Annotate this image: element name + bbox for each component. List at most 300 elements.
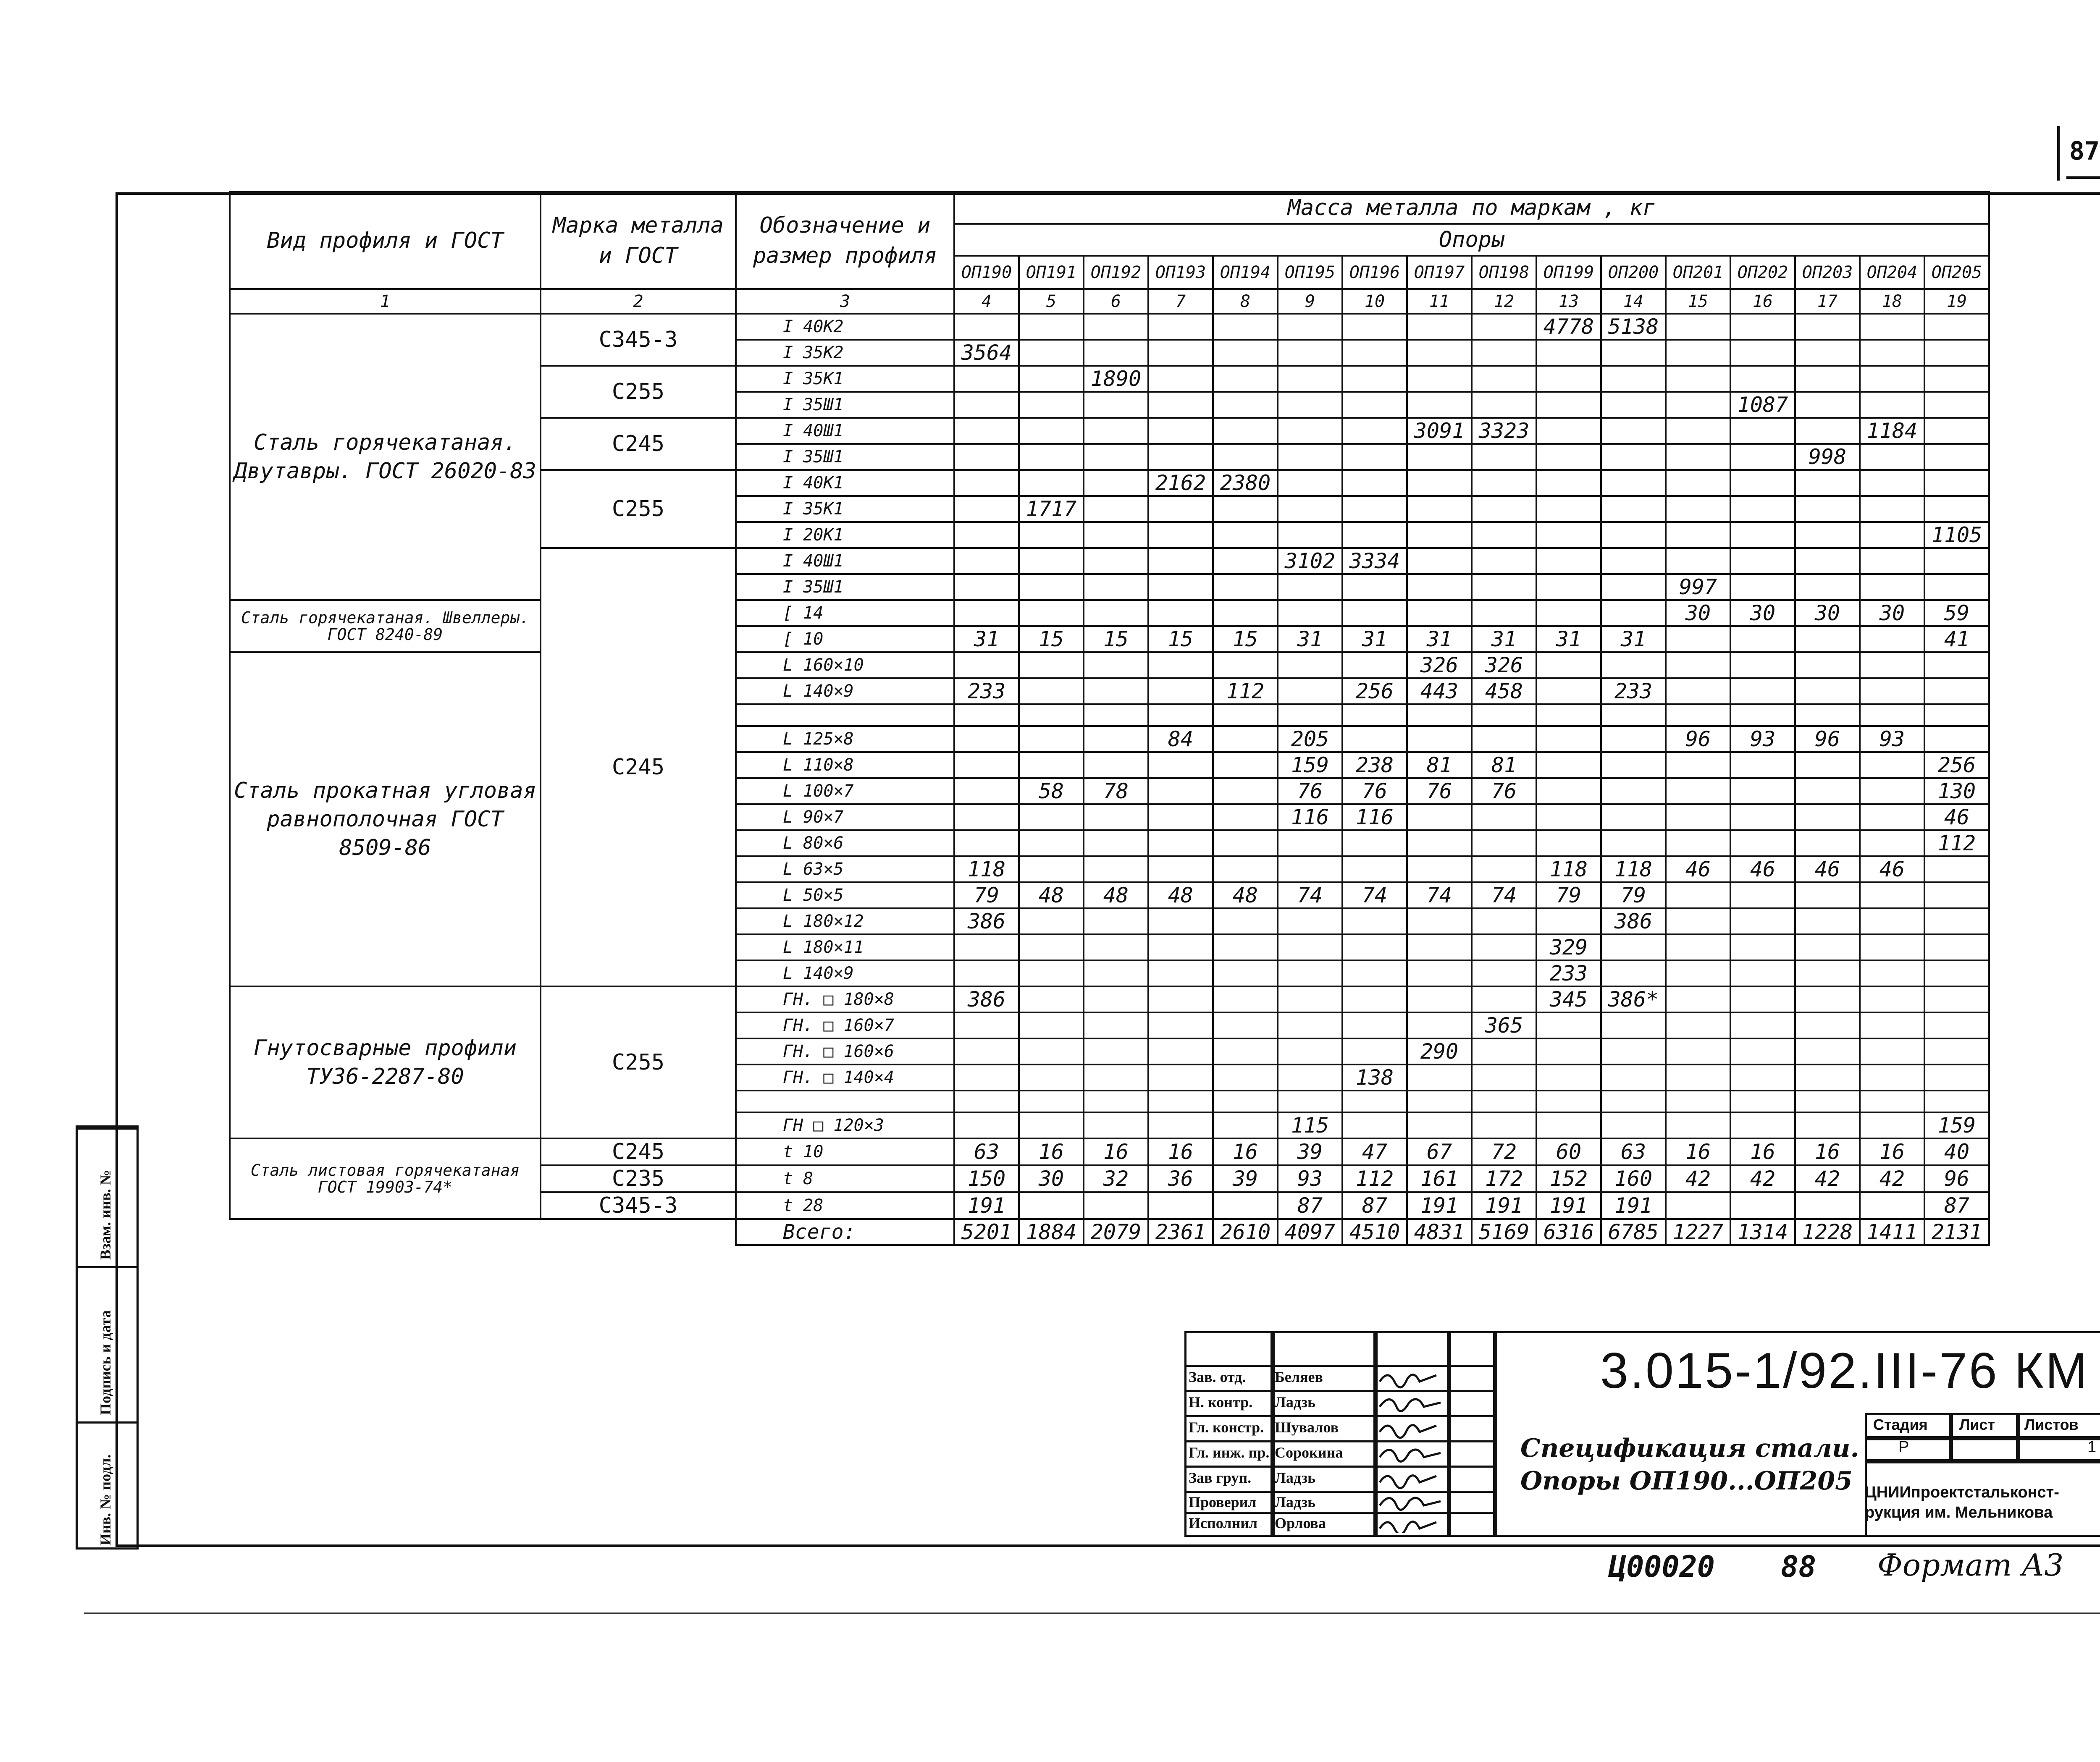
mass-value (1730, 366, 1795, 392)
mass-value (1342, 444, 1407, 470)
name-group-head: Ладзь (1275, 1469, 1315, 1486)
mass-value (1666, 444, 1730, 470)
mass-value: 1105 (1924, 522, 1989, 548)
document-code: 3.015-1/92.III-76 КМ (1600, 1342, 2089, 1399)
mass-value (1730, 882, 1795, 908)
mass-value (954, 418, 1019, 444)
mass-value: 5138 (1601, 314, 1666, 340)
mass-value (1213, 804, 1278, 830)
mass-value (1924, 726, 1989, 752)
steel-specification-table (229, 191, 1990, 1246)
mass-value (1795, 496, 1860, 522)
mass-value (1860, 1192, 1924, 1219)
mass-value (1342, 1038, 1407, 1065)
mass-value (1342, 1012, 1407, 1038)
mass-value: 256 (1924, 752, 1989, 778)
mass-value (1213, 574, 1278, 600)
mass-value (1213, 908, 1278, 934)
mass-value (1860, 960, 1924, 986)
profile-designation: I 40К2 (736, 314, 954, 340)
mass-value (1666, 314, 1730, 340)
mass-value: 16 (1148, 1138, 1213, 1165)
mass-value (1213, 778, 1278, 804)
mass-value (1148, 934, 1213, 960)
mass-value (1924, 418, 1989, 444)
side-stamp-cell-inv (78, 1421, 136, 1550)
mass-value (1213, 652, 1278, 678)
profile-designation: ГН □ 120×3 (736, 1112, 954, 1138)
mass-value: 191 (1472, 1192, 1536, 1219)
mass-value: 159 (1924, 1112, 1989, 1138)
mass-value (1148, 548, 1213, 574)
mass-value (1407, 496, 1472, 522)
total-value: 4097 (1278, 1219, 1342, 1245)
header-support-mark: ОП194 (1213, 256, 1278, 289)
mass-value (1730, 704, 1795, 726)
mass-value (1472, 1091, 1536, 1112)
mass-value: 365 (1472, 1012, 1536, 1038)
header-designation: Обозначение и размер профиля (736, 192, 954, 289)
mass-value (954, 960, 1019, 986)
mass-value (954, 548, 1019, 574)
mass-value (1601, 652, 1666, 678)
mass-value (1795, 830, 1860, 856)
mass-value (1730, 804, 1795, 830)
mass-value (1278, 704, 1342, 726)
mass-value (1536, 496, 1601, 522)
mass-value (1278, 496, 1342, 522)
profile-designation: I 40Ш1 (736, 418, 954, 444)
role-executed: Исполнил (1189, 1515, 1258, 1531)
mass-value (1278, 934, 1342, 960)
mass-value (954, 574, 1019, 600)
mass-value: 16 (1213, 1138, 1278, 1165)
mass-value (1407, 804, 1472, 830)
total-blank (230, 1219, 541, 1245)
mass-value: 345 (1536, 986, 1601, 1012)
header-support-mark: ОП197 (1407, 256, 1472, 289)
mass-value: 386 (954, 986, 1019, 1012)
header-mass: Масса металла по маркам , кг (954, 192, 1989, 224)
side-stamp-sign-label: Подпись и дата (97, 1310, 114, 1415)
mass-value: 46 (1666, 856, 1730, 882)
mass-value (1860, 392, 1924, 418)
mass-value (1860, 1012, 1924, 1038)
mass-value: 39 (1213, 1165, 1278, 1192)
mass-value: 16 (1860, 1138, 1924, 1165)
mass-value: 256 (1342, 678, 1407, 704)
mass-value (1278, 340, 1342, 366)
mass-value (1407, 1012, 1472, 1038)
mass-value (1601, 778, 1666, 804)
mass-value (1278, 600, 1342, 626)
profile-designation: I 20К1 (736, 522, 954, 548)
mass-value (1666, 1112, 1730, 1138)
column-number: 17 (1795, 289, 1860, 314)
header-support-mark: ОП198 (1472, 256, 1536, 289)
mass-value: 1087 (1730, 392, 1795, 418)
mass-value (954, 804, 1019, 830)
mass-value (1924, 856, 1989, 882)
mass-value (1407, 1091, 1472, 1112)
side-stamp-replace-label: Взам. инв. № (97, 1169, 114, 1260)
mass-value (1213, 522, 1278, 548)
mass-value (1342, 986, 1407, 1012)
mass-value: 46 (1730, 856, 1795, 882)
column-number: 19 (1924, 289, 1989, 314)
mass-value (1924, 934, 1989, 960)
mass-value (1730, 340, 1795, 366)
mass-value: 138 (1342, 1065, 1407, 1091)
steel-grade-cell: С345-3 (541, 1192, 736, 1219)
steel-grade-cell: С245 (541, 1138, 736, 1165)
mass-value (1601, 340, 1666, 366)
mass-value (1407, 314, 1472, 340)
mass-value (1924, 1065, 1989, 1091)
column-number: 10 (1342, 289, 1407, 314)
mass-value (1407, 548, 1472, 574)
column-number: 12 (1472, 289, 1536, 314)
mass-value (1666, 882, 1730, 908)
mass-value: 48 (1213, 882, 1278, 908)
mass-value (1666, 496, 1730, 522)
organization-line1: ЦНИИпроектстальконст- (1865, 1484, 2059, 1501)
mass-value (1860, 366, 1924, 392)
mass-value (1342, 830, 1407, 856)
mass-value (1536, 804, 1601, 830)
mass-value (1924, 882, 1989, 908)
mass-value (1730, 1192, 1795, 1219)
profile-designation: ГН. □ 140×4 (736, 1065, 954, 1091)
mass-value (1601, 1065, 1666, 1091)
mass-value (1278, 470, 1342, 496)
steel-grade-cell: С255 (541, 986, 736, 1138)
mass-value (1342, 392, 1407, 418)
mass-value: 31 (1472, 626, 1536, 652)
mass-value: 4778 (1536, 314, 1601, 340)
mass-value (1084, 804, 1148, 830)
mass-value (1536, 1012, 1601, 1038)
mass-value (1278, 1091, 1342, 1112)
mass-value: 16 (1084, 1138, 1148, 1165)
mass-value (1472, 1112, 1536, 1138)
mass-value: 31 (1601, 626, 1666, 652)
mass-value (1536, 678, 1601, 704)
mass-value (1730, 678, 1795, 704)
mass-value (1924, 496, 1989, 522)
mass-value (1536, 444, 1601, 470)
mass-value (1148, 678, 1213, 704)
mass-value (1472, 934, 1536, 960)
mass-value: 79 (1601, 882, 1666, 908)
total-blank (541, 1219, 736, 1245)
mass-value (954, 444, 1019, 470)
mass-value (1795, 1012, 1860, 1038)
mass-value (1924, 444, 1989, 470)
mass-value (1795, 960, 1860, 986)
role-chief-engineer: Гл. инж. пр. (1189, 1444, 1270, 1461)
mass-value (1213, 1192, 1278, 1219)
mass-value (1601, 548, 1666, 574)
mass-value (1278, 960, 1342, 986)
role-norm-control: Н. контр. (1189, 1394, 1253, 1411)
mass-value (1730, 934, 1795, 960)
mass-value (1795, 778, 1860, 804)
mass-value (954, 496, 1019, 522)
mass-value (954, 752, 1019, 778)
mass-value (1795, 522, 1860, 548)
mass-value: 63 (954, 1138, 1019, 1165)
mass-value: 42 (1795, 1165, 1860, 1192)
mass-value: 46 (1795, 856, 1860, 882)
mass-value (1084, 856, 1148, 882)
header-support-mark: ОП193 (1148, 256, 1213, 289)
role-head-of-dept: Зав. отд. (1189, 1369, 1246, 1385)
profile-designation: L 80×6 (736, 830, 954, 856)
mass-value (1860, 574, 1924, 600)
mass-value (1084, 392, 1148, 418)
mass-value: 40 (1924, 1138, 1989, 1165)
mass-value (1407, 470, 1472, 496)
mass-value (1730, 418, 1795, 444)
name-head-of-dept: Беляев (1275, 1369, 1323, 1385)
mass-value (1407, 600, 1472, 626)
mass-value: 74 (1278, 882, 1342, 908)
header-support-mark: ОП200 (1601, 256, 1666, 289)
mass-value (1795, 340, 1860, 366)
mass-value: 1890 (1084, 366, 1148, 392)
mass-value (1795, 626, 1860, 652)
profile-designation: I 35Ш1 (736, 574, 954, 600)
mass-value (1472, 548, 1536, 574)
mass-value (1019, 934, 1084, 960)
mass-value (1924, 678, 1989, 704)
mass-value (1795, 1112, 1860, 1138)
mass-value: 15 (1019, 626, 1084, 652)
profile-designation: ГН. □ 160×7 (736, 1012, 954, 1038)
mass-value: 31 (954, 626, 1019, 652)
mass-value (1342, 470, 1407, 496)
mass-value (1795, 574, 1860, 600)
mass-value (1666, 1091, 1730, 1112)
header-support-mark: ОП192 (1084, 256, 1148, 289)
mass-value (1407, 340, 1472, 366)
mass-value: 386 (1601, 908, 1666, 934)
mass-value (1148, 778, 1213, 804)
mass-value (1666, 626, 1730, 652)
mass-value (1019, 1012, 1084, 1038)
mass-value (1666, 830, 1730, 856)
mass-value (1795, 652, 1860, 678)
column-number: 8 (1213, 289, 1278, 314)
mass-value: 1717 (1019, 496, 1084, 522)
column-number: 11 (1407, 289, 1472, 314)
mass-value (1536, 600, 1601, 626)
mass-value (1601, 1091, 1666, 1112)
mass-value (1213, 418, 1278, 444)
mass-value (1019, 444, 1084, 470)
mass-value: 16 (1795, 1138, 1860, 1165)
header-support-mark: ОП204 (1860, 256, 1924, 289)
mass-value (1795, 1065, 1860, 1091)
mass-value (1472, 314, 1536, 340)
mass-value (1019, 366, 1084, 392)
total-value: 1228 (1795, 1219, 1860, 1245)
mass-value: 16 (1730, 1138, 1795, 1165)
mass-value (1278, 652, 1342, 678)
mass-value (1730, 960, 1795, 986)
mass-value (1472, 366, 1536, 392)
profile-designation: L 140×9 (736, 678, 954, 704)
mass-value (1795, 934, 1860, 960)
mass-value (954, 778, 1019, 804)
mass-value (954, 600, 1019, 626)
mass-value (1666, 934, 1730, 960)
mass-value (1860, 314, 1924, 340)
mass-value (1278, 392, 1342, 418)
mass-value (1019, 678, 1084, 704)
mass-value (1407, 856, 1472, 882)
mass-value (1860, 830, 1924, 856)
mass-value (1795, 804, 1860, 830)
mass-value (1084, 934, 1148, 960)
mass-value: 84 (1148, 726, 1213, 752)
mass-value (1084, 418, 1148, 444)
mass-value (1924, 366, 1989, 392)
mass-value (1472, 340, 1536, 366)
role-checked: Проверил (1189, 1494, 1257, 1510)
frame-bottom (116, 1544, 2100, 1547)
mass-value: 326 (1472, 652, 1536, 678)
profile-designation: I 35К1 (736, 496, 954, 522)
mass-value (954, 830, 1019, 856)
mass-value (1472, 804, 1536, 830)
profile-group-label: Гнутосварные профили ТУ36-2287-80 (230, 986, 541, 1138)
mass-value (1536, 704, 1601, 726)
mass-value (1730, 574, 1795, 600)
mass-value (1148, 574, 1213, 600)
profile-designation: ГН. □ 160×6 (736, 1038, 954, 1065)
mass-value (1536, 830, 1601, 856)
mass-value (1860, 496, 1924, 522)
mass-value (1148, 908, 1213, 934)
mass-value (1666, 778, 1730, 804)
mass-value (1666, 418, 1730, 444)
mass-value: 72 (1472, 1138, 1536, 1165)
mass-value (1019, 470, 1084, 496)
mass-value (1601, 804, 1666, 830)
mass-value (1407, 1112, 1472, 1138)
mass-value (1730, 1065, 1795, 1091)
column-number: 13 (1536, 289, 1601, 314)
mass-value: 233 (1601, 678, 1666, 704)
mass-value (1795, 548, 1860, 574)
mass-value (1084, 600, 1148, 626)
mass-value: 191 (954, 1192, 1019, 1219)
mass-value: 46 (1924, 804, 1989, 830)
mass-value: 161 (1407, 1165, 1472, 1192)
mass-value (1860, 908, 1924, 934)
mass-value: 386 (954, 908, 1019, 934)
mass-value: 2380 (1213, 470, 1278, 496)
mass-value: 31 (1407, 626, 1472, 652)
mass-value (1601, 726, 1666, 752)
mass-value: 31 (1278, 626, 1342, 652)
mass-value (1730, 1112, 1795, 1138)
mass-value (1148, 600, 1213, 626)
mass-value: 48 (1019, 882, 1084, 908)
mass-value (1342, 1112, 1407, 1138)
mass-value (1342, 340, 1407, 366)
mass-value: 42 (1730, 1165, 1795, 1192)
mass-value (1536, 1065, 1601, 1091)
mass-value (1860, 1038, 1924, 1065)
mass-value (1472, 444, 1536, 470)
mass-value: 81 (1407, 752, 1472, 778)
mass-value (1536, 1112, 1601, 1138)
mass-value (1342, 1091, 1407, 1112)
mass-value: 116 (1342, 804, 1407, 830)
role-chief-designer: Гл. констр. (1189, 1419, 1264, 1436)
mass-value (1924, 574, 1989, 600)
mass-value (1601, 366, 1666, 392)
header-supports: Опоры (954, 224, 1989, 256)
mass-value (1148, 314, 1213, 340)
mass-value (1730, 1012, 1795, 1038)
sheet-header: Лист (1959, 1416, 1995, 1433)
mass-value: 116 (1278, 804, 1342, 830)
mass-value (1342, 934, 1407, 960)
mass-value: 74 (1472, 882, 1536, 908)
mass-value (1019, 652, 1084, 678)
mass-value (1730, 522, 1795, 548)
mass-value: 47 (1342, 1138, 1407, 1165)
mass-value (1730, 496, 1795, 522)
steel-grade-cell: С255 (541, 366, 736, 418)
mass-value (1924, 392, 1989, 418)
mass-value: 30 (1666, 600, 1730, 626)
mass-value: 48 (1084, 882, 1148, 908)
mass-value (1601, 444, 1666, 470)
mass-value (1213, 1012, 1278, 1038)
profile-designation (736, 704, 954, 726)
mass-value (1019, 830, 1084, 856)
mass-value: 87 (1342, 1192, 1407, 1219)
mass-value: 115 (1278, 1112, 1342, 1138)
mass-value (1342, 314, 1407, 340)
mass-value (1536, 1091, 1601, 1112)
mass-value: 42 (1860, 1165, 1924, 1192)
mass-value: 96 (1924, 1165, 1989, 1192)
profile-group-label: Сталь горячекатаная. Швеллеры. ГОСТ 8240-89 (230, 600, 541, 652)
mass-value (1407, 574, 1472, 600)
header-support-mark: ОП205 (1924, 256, 1989, 289)
mass-value (1084, 704, 1148, 726)
mass-value (1601, 1112, 1666, 1138)
profile-designation: I 35Ш1 (736, 444, 954, 470)
mass-value (1342, 496, 1407, 522)
mass-value (1084, 444, 1148, 470)
mass-value (1536, 752, 1601, 778)
name-norm-control: Ладзь (1275, 1394, 1315, 1411)
mass-value (1924, 1091, 1989, 1112)
column-number: 15 (1666, 289, 1730, 314)
mass-value: 76 (1342, 778, 1407, 804)
column-number: 16 (1730, 289, 1795, 314)
mass-value (1472, 704, 1536, 726)
mass-value (1084, 522, 1148, 548)
mass-value (1407, 960, 1472, 986)
